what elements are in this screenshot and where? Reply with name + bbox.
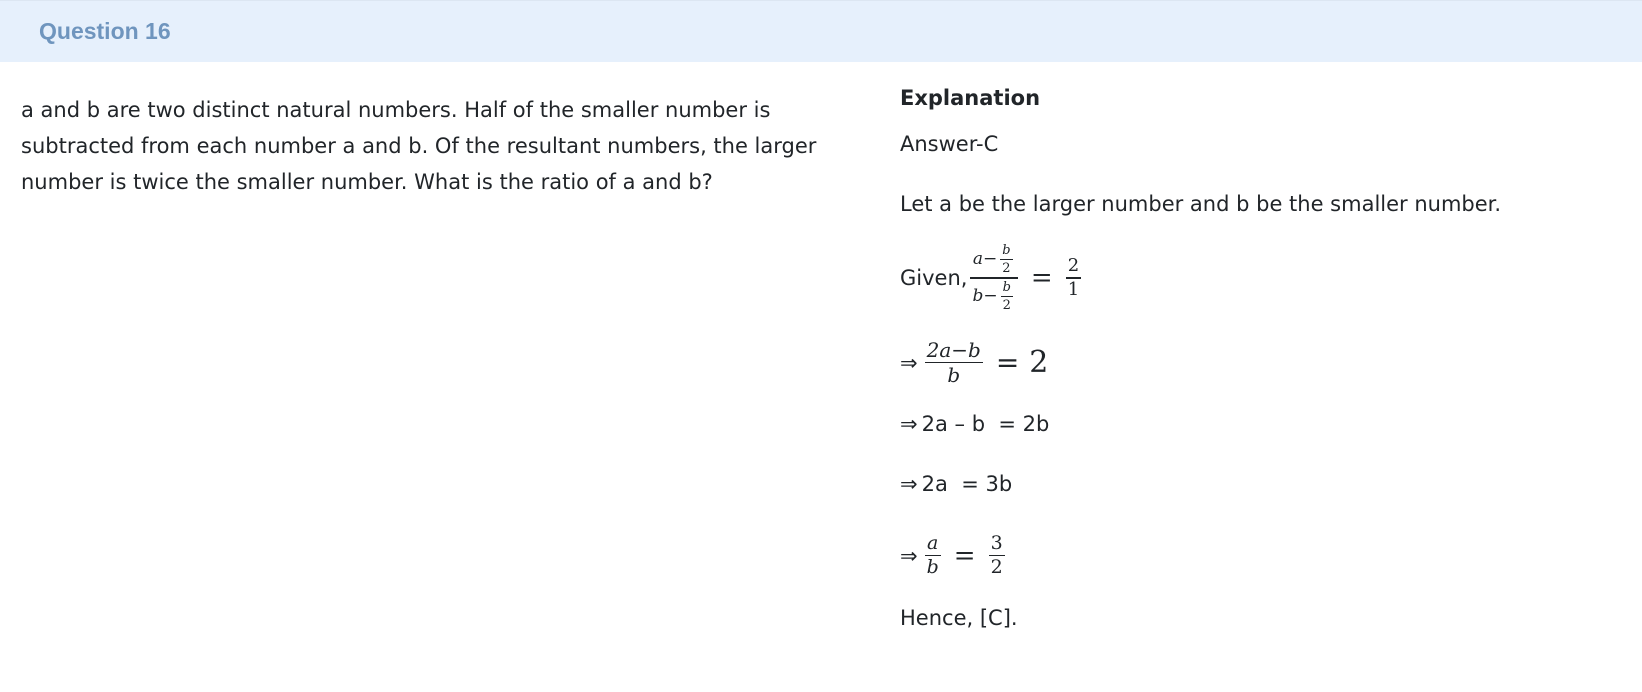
rhs-denominator: 1: [1067, 278, 1080, 300]
half-b-numerator: b: [1002, 243, 1011, 258]
given-label: Given,: [900, 266, 968, 291]
question-header: [0, 0, 1642, 62]
half-b-denominator: 2: [1002, 298, 1011, 314]
let-statement: Let a be the larger number and b be the smaller number.: [900, 192, 1502, 216]
given-lhs-fraction: [970, 244, 1017, 312]
half-b-denominator: 2: [1002, 261, 1011, 277]
step-two-rhs: 2: [1029, 345, 1049, 381]
equals-sign: =: [953, 540, 976, 571]
step-five-rhs-fraction: [989, 534, 1005, 577]
step-four-equation: [900, 472, 1012, 496]
step-five-rhs-numerator: 3: [990, 532, 1003, 554]
step-two-fraction: [925, 338, 983, 388]
var-b: b: [972, 285, 984, 306]
given-lhs-denominator: [970, 281, 1017, 312]
step-five-denominator: b: [926, 556, 939, 579]
half-b-numerator: b: [1002, 279, 1011, 295]
equals-sign: =: [1030, 263, 1053, 294]
step-two-numerator: 2a−b: [926, 338, 981, 362]
conclusion-text: Hence, [C].: [900, 606, 1018, 630]
half-b-fraction-den: [1001, 281, 1013, 312]
explanation-heading: Explanation: [900, 86, 1041, 110]
implies-arrow: ⇒: [900, 472, 918, 496]
question-text: a and b are two distinct natural numbers. Half of the smaller number is subtracted from each number a and b. Of the resultant numbers, the larger number is twice the smaller number. What is the ratio of a and b?: [21, 98, 817, 194]
step-five-numerator: a: [927, 532, 939, 554]
step-four-text: 2a = 3b: [921, 472, 1013, 496]
half-b-fraction: [1000, 244, 1012, 275]
implies-arrow: ⇒: [900, 412, 918, 436]
given-lhs-numerator: [971, 244, 1018, 275]
step-two-equation: [900, 338, 1049, 388]
minus-sign: −: [982, 249, 998, 270]
step-five-equation: [900, 534, 1008, 577]
minus-sign: −: [983, 285, 998, 306]
step-five-rhs-denominator: 2: [990, 556, 1003, 579]
step-two-denominator: b: [947, 363, 961, 388]
answer-label: Answer-C: [900, 132, 999, 156]
implies-arrow: ⇒: [900, 543, 918, 568]
implies-arrow: ⇒: [900, 350, 918, 375]
rhs-numerator: 2: [1067, 255, 1080, 277]
step-three-equation: [900, 412, 1049, 436]
var-a: a: [972, 249, 983, 270]
equals-sign: =: [995, 346, 1020, 380]
conclusion-line: [900, 606, 1018, 630]
question-number-title: Question 16: [39, 18, 171, 44]
given-equation: [900, 244, 1084, 312]
step-three-text: 2a – b = 2b: [921, 412, 1050, 436]
step-five-lhs-fraction: [925, 534, 941, 577]
given-rhs-fraction: [1066, 257, 1081, 298]
